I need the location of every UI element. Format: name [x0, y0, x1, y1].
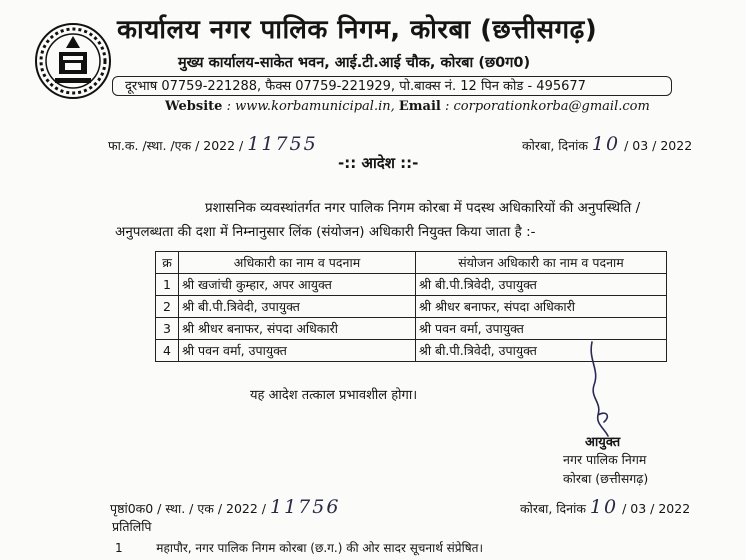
table-header-link-officer: संयोजन अधिकारी का नाम व पदनाम: [416, 252, 667, 274]
copy-to-item-text: महापौर, नगर पालिक निगम कोरबा (छ.ग.) की ओर सादर सूचनार्थ संप्रेषित।: [156, 541, 484, 555]
website-label: Website: [165, 99, 223, 114]
email-label: Email: [398, 99, 441, 114]
table-row: [156, 274, 667, 296]
letterhead-contact: दूरभाष 07759-221288, फैक्स 07759-221929, पो.बाक्स नं. 12 पिन कोड - 495677: [125, 79, 586, 94]
order-date-day-handwritten: 10: [591, 133, 621, 155]
order-effect-statement: यह आदेश तत्काल प्रभावशील होगा।: [250, 388, 418, 403]
email-value: : corporationkorba@gmail.com: [445, 99, 650, 114]
order-paragraph-line2: अनुपलब्धता की दशा में निम्नानुसार लिंक (संयोजन) अधिकारी नियुक्त किया जाता है :-: [115, 224, 536, 240]
endorsement-date: [520, 496, 690, 518]
order-paragraph-line1: प्रशासनिक व्यवस्थांतर्गत नगर पालिक निगम कोरबा में पदस्थ अधिकारियों की अनुपस्थिति /: [205, 200, 641, 216]
order-date: [522, 133, 692, 155]
table-cell-officer: श्री बी.पी.त्रिवेदी, उपायुक्त: [179, 296, 416, 318]
table-cell-serial: 4: [156, 340, 179, 362]
table-header-serial: क्र: [156, 252, 179, 274]
table-cell-link-officer: श्री पवन वर्मा, उपायुक्त: [416, 318, 667, 340]
table-cell-serial: 3: [156, 318, 179, 340]
order-date-rest: / 03 / 2022: [624, 138, 693, 153]
endorsement-reference: [110, 496, 340, 518]
table-cell-link-officer: श्री श्रीधर बनाफर, संपदा अधिकारी: [416, 296, 667, 318]
order-ref-number-handwritten: 11755: [247, 133, 318, 155]
table-cell-officer: श्री श्रीधर बनाफर, संपदा अधिकारी: [179, 318, 416, 340]
letterhead-website-line: [165, 99, 650, 114]
table-header-row: [156, 252, 667, 274]
letterhead-contact-box: [112, 76, 672, 96]
signatory-designation: आयुक्त: [585, 435, 621, 450]
order-ref-prefix: फा.क. /स्था. /एक / 2022 /: [108, 138, 244, 153]
endorsement-date-prefix: कोरबा, दिनांक: [520, 501, 586, 516]
endorsement-ref-number-handwritten: 11756: [270, 496, 341, 518]
copy-to-item-number: 1: [115, 541, 123, 555]
table-cell-link-officer: श्री बी.पी.त्रिवेदी, उपायुक्त: [416, 274, 667, 296]
table-cell-serial: 1: [156, 274, 179, 296]
table-row: [156, 318, 667, 340]
handwritten-signature: [578, 340, 618, 440]
letterhead-address: मुख्य कार्यालय-साकेत भवन, आई.टी.आई चौक, कोरबा (छ0ग0): [178, 55, 531, 71]
table-cell-link-officer: श्री बी.पी.त्रिवेदी, उपायुक्त: [416, 340, 667, 362]
order-reference: [108, 133, 318, 155]
table-cell-officer: श्री खजांची कुम्हार, अपर आयुक्त: [179, 274, 416, 296]
table-cell-serial: 2: [156, 296, 179, 318]
order-date-prefix: कोरबा, दिनांक: [522, 138, 588, 153]
signatory-office: नगर पालिक निगम: [563, 452, 647, 467]
endorsement-date-rest: / 03 / 2022: [622, 501, 691, 516]
signatory-place: कोरबा (छत्तीसगढ़): [563, 471, 649, 486]
letterhead-title: कार्यालय नगर पालिक निगम, कोरबा (छत्तीसगढ़): [117, 15, 598, 45]
table-header-officer: अधिकारी का नाम व पदनाम: [179, 252, 416, 274]
endorsement-ref-prefix: पृष्ठां0क0 / स्था. / एक / 2022 /: [110, 501, 267, 516]
endorsement-date-day-handwritten: 10: [589, 496, 619, 518]
table-cell-officer: श्री पवन वर्मा, उपायुक्त: [179, 340, 416, 362]
corporation-logo-emblem: [30, 18, 116, 104]
copy-to-item: [115, 539, 483, 556]
copy-to-label: प्रतिलिपि: [112, 519, 152, 534]
order-heading: -:: आदेश ::-: [338, 154, 419, 172]
website-value: : www.korbamunicipal.in,: [226, 99, 395, 114]
table-row: [156, 296, 667, 318]
